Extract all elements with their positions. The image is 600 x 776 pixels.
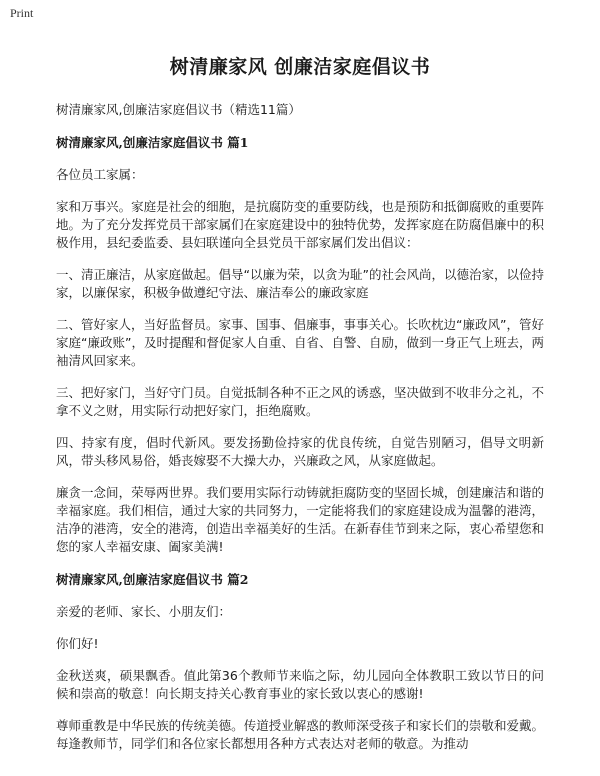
body-paragraph: 二、管好家人，当好监督员。家事、国事、倡廉事，事事关心。长吹枕边“廉政风”，管好家庭“廉政账”，及时提醒和督促家人自重、自省、自警、自励，做到一身正气上班去，两袖清风回家来。 <box>56 317 544 368</box>
body-paragraph: 你们好! <box>56 636 99 651</box>
body-paragraph: 尊师重教是中华民族的传统美德。传道授业解惑的教师深受孩子和家长们的崇敬和爱戴。每逢教师节，同学们和各位家长都想用各种方式表达对老师的敬意。为推动 <box>56 718 544 751</box>
print-link[interactable]: Print <box>10 6 34 20</box>
body-paragraph: 三、把好家门，当好守门员。自觉抵制各种不正之风的诱惑，坚决做到不收非分之礼，不拿不义之财，用实际行动把好家门，拒绝腐败。 <box>56 385 544 418</box>
body-paragraph: 金秋送爽，硕果飘香。值此第36个教师节来临之际，幼儿园向全体教职工致以节日的问候和崇高的敬意！向长期支持关心教育事业的家长致以衷心的感谢! <box>56 668 544 701</box>
section-heading-1: 树清廉家风,创廉洁家庭倡议书 篇1 <box>56 135 249 150</box>
greeting-paragraph: 各位员工家属： <box>56 167 144 182</box>
section-heading-2: 树清廉家风,创廉洁家庭倡议书 篇2 <box>56 572 249 587</box>
body-paragraph: 廉贪一念间，荣辱两世界。我们要用实际行动铸就拒腐防变的坚固长城，创建廉洁和谐的幸福家庭。我们相信，通过大家的共同努力，一定能将我们的家庭建设成为温馨的港湾，洁净的港湾，安全的港湾，创造出幸福美好的生活。在新春佳节到来之际，衷心希望您和您的家人幸福安康、阖家美满! <box>56 485 544 554</box>
greeting-paragraph: 亲爱的老师、家长、小朋友们： <box>56 604 232 619</box>
body-paragraph: 四、持家有度，倡时代新风。要发扬勤俭持家的优良传统，自觉告别陋习，倡导文明新风，带头移风易俗，婚丧嫁娶不大操大办，兴廉政之风，从家庭做起。 <box>56 435 544 468</box>
body-paragraph: 一、清正廉洁，从家庭做起。倡导“以廉为荣，以贪为耻”的社会风尚，以德治家，以俭持家，以廉保家，积极争做遵纪守法、廉洁奉公的廉政家庭 <box>56 267 544 300</box>
body-paragraph: 家和万事兴。家庭是社会的细胞，是抗腐防变的重要防线，也是预防和抵御腐败的重要阵地。为了充分发挥党员干部家属们在家庭建设中的独特优势，发挥家庭在防腐倡廉中的积极作用，县纪委监委、县妇联谨向全县党员干部家属们发出倡议： <box>56 199 544 250</box>
document-title: 树清廉家风 创廉洁家庭倡议书 <box>169 56 431 78</box>
document-subtitle: 树清廉家风,创廉洁家庭倡议书（精选11篇） <box>56 102 301 117</box>
